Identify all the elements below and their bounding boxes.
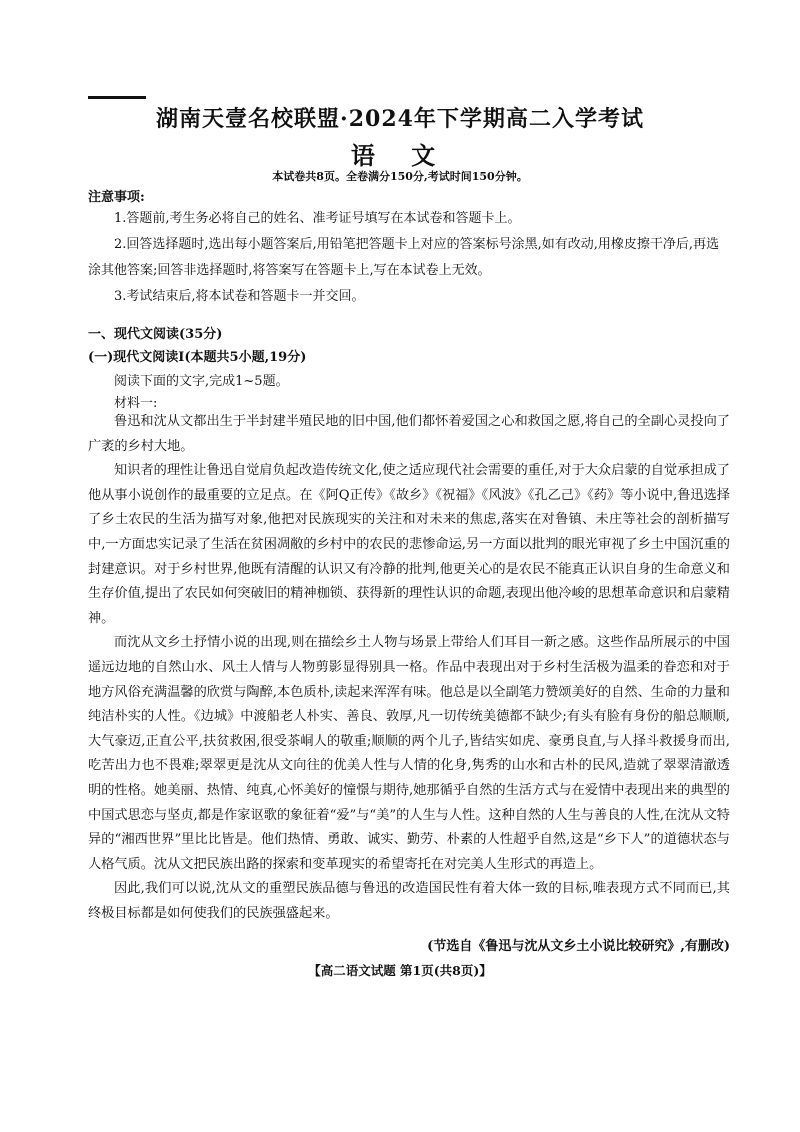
page-footer: 【高二语文试题 第1页(共8页)】 <box>308 963 492 978</box>
note-item: 3.考试结束后,将本试卷和答题卡一并交回。 <box>114 289 365 304</box>
reading-instruction: 阅读下面的文字,完成1~5题。 <box>114 374 289 389</box>
paragraph: 而沈从文乡土抒情小说的出现,则在描绘乡土人物与场景上带给人们耳目一新之感。这些作品所展示的中国遥远边地的自然山水、风土人情与人物剪影显得别具一格。作品中表现出对于乡村生活极为温柔的眷恋和对于地方风俗充满温馨的欣赏与陶醉,本色质朴,读起来浑浑有味。他总是以全副笔力赞颂美好的自然、生命的力量和纯洁朴实的人性。《边城》中渡船老人朴实、善良、敦厚,凡一切传统美德都不缺少;有头有脸有身份的船总顺顺,大气豪迈,正直公平,扶贫救困,很受茶峒人的敬重;顺顺的两个儿子,皆结实如虎、豪勇良直,与人择斗救援身而出,吃苦出力也不畏难;翠翠更是沈从文向往的优美人性与人情的化身,隽秀的山水和古朴的民风,造就了翠翠清澈透明的性格。她美丽、热情、纯真,心怀美好的憧憬与期待,她那循乎自然的生活方式与在爱情中表现出来的典型的中国式思恋与坚贞,都是作家讴歌的象征着“爱”与“美”的人生与人性。这种自然的人生与善良的人性,在沈从文特异的“湘西世界”里比比皆是。他们热情、勇敢、诚实、勤劳、朴素的人性超乎自然,这是“乡下人”的道德状态与人格气质。沈从文把民族出路的探索和变革现实的希望寄托在对完美人生形式的再造上。 <box>88 635 730 872</box>
exam-title: 湖南天壹名校联盟·2024年下学期高二入学考试 <box>156 106 644 132</box>
note-item: 1.答题前,考生务必将自己的姓名、准考证号填写在本试卷和答题卡上。 <box>114 211 521 226</box>
subsection-heading: (一)现代文阅读Ⅰ(本题共5小题,19分) <box>88 350 307 365</box>
notes-list <box>88 206 728 310</box>
paragraph: 鲁迅和沈从文都出生于半封建半殖民地的旧中国,他们都怀着爱国之心和救国之愿,将自己的全副心灵投向了广袤的乡村大地。 <box>88 414 730 454</box>
material-label: 材料一: <box>114 396 158 411</box>
paragraph: 因此,我们可以说,沈从文的重塑民族品德与鲁迅的改造国民性有着大体一致的目标,唯表现方式不同而已,其终极目标都是如何使我们的民族强盛起来。 <box>88 881 730 921</box>
subject-title: 语 文 <box>350 141 450 170</box>
section-heading: 一、现代文阅读(35分) <box>88 327 223 342</box>
note-item: 2.回答选择题时,选出每小题答案后,用铅笔把答题卡上对应的答案标号涂黑,如有改动,用橡皮擦干净后,再选涂其他答案;回答非选择题时,将答案写在答题卡上,写在本试卷上无效。 <box>88 237 720 278</box>
exam-info: 本试卷共8页。全卷满分150分,考试时间150分钟。 <box>272 170 528 183</box>
material-text <box>88 410 730 926</box>
source-citation: (节选自《鲁迅与沈从文乡土小说比较研究》,有删改) <box>427 939 730 954</box>
paragraph: 知识者的理性让鲁迅自觉肩负起改造传统文化,使之适应现代社会需要的重任,对于大众启蒙的自觉承担成了他从事小说创作的最重要的立足点。在《阿Q正传》《故乡》《祝福》《风波》《孔乙己》《药》等小说中,鲁迅选择了乡土农民的生活为描写对象,他把对民族现实的关注和对未来的焦虑,落实在对鲁镇、未庄等社会的剖析描写中,一方面忠实记录了生活在贫困凋敝的乡村中的农民的悲惨命运,另一方面以批判的眼光审视了乡土中国沉重的封建意识。对于乡村世界,他既有清醒的认识又有冷静的批判,他更关心的是农民不能真正认识自身的生命意义和生存价值,提出了农民如何突破旧的精神枷锁、获得新的理性认识的命题,表现出他冷峻的思想革命意识和启蒙精神。 <box>88 463 730 626</box>
notes-heading: 注意事项: <box>88 190 145 205</box>
